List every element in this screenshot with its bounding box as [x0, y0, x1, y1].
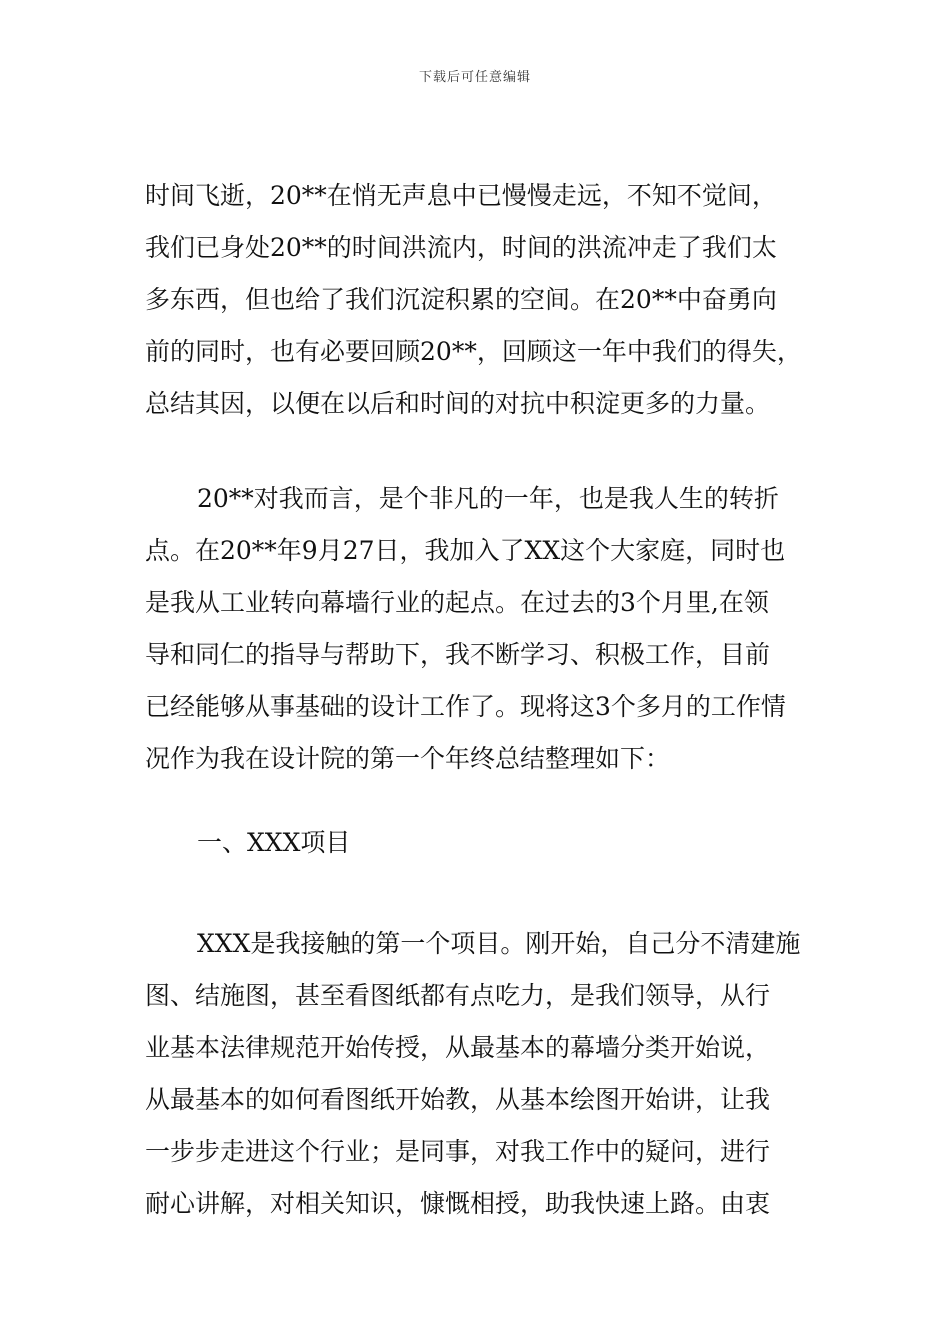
- paragraph-line: 20**对我而言，是个非凡的一年，也是我人生的转折: [197, 484, 779, 513]
- paragraph-line: 耐心讲解，对相关知识，慷慨相授，助我快速上路。由衷: [145, 1189, 771, 1218]
- paragraph-line: 多东西，但也给了我们沉淀积累的空间。在20**中奋勇向: [145, 285, 777, 314]
- section-heading: [145, 817, 813, 869]
- header-note: 下载后可任意编辑: [418, 70, 531, 85]
- paragraph-line: 是我从工业转向幕墙行业的起点。在过去的3个月里,在领: [145, 588, 769, 617]
- paragraph-2: [145, 473, 813, 785]
- paragraph-line: 一步步走进这个行业；是同事，对我工作中的疑问，进行: [145, 1137, 771, 1166]
- section-heading-text: 一、XXX项目: [197, 828, 351, 857]
- paragraph-line: 总结其因，以便在以后和时间的对抗中积淀更多的力量。: [145, 389, 771, 418]
- paragraph-line: XXX是我接触的第一个项目。刚开始，自己分不清建施: [197, 929, 801, 958]
- paragraph-line: 时间飞逝，20**在悄无声息中已慢慢走远，不知不觉间，: [145, 181, 777, 210]
- paragraph-line: 前的同时，也有必要回顾20**，回顾这一年中我们的得失，: [145, 337, 802, 366]
- paragraph-line: 图、结施图，甚至看图纸都有点吃力，是我们领导，从行: [145, 981, 771, 1010]
- paragraph-line: 导和同仁的指导与帮助下，我不断学习、积极工作，目前: [145, 640, 771, 669]
- paragraph-line: 从最基本的如何看图纸开始教，从基本绘图开始讲，让我: [145, 1085, 771, 1114]
- paragraph-line: 况作为我在设计院的第一个年终总结整理如下：: [145, 744, 671, 773]
- paragraph-line: 点。在20**年9月27日，我加入了XX这个大家庭，同时也: [145, 536, 786, 565]
- paragraph-line: 业基本法律规范开始传授，从最基本的幕墙分类开始说，: [145, 1033, 771, 1062]
- paragraph-4: [145, 918, 813, 1230]
- paragraph-1: [145, 170, 813, 430]
- paragraph-line: 已经能够从事基础的设计工作了。现将这3个多月的工作情: [145, 692, 786, 721]
- paragraph-line: 我们已身处20**的时间洪流内，时间的洪流冲走了我们太: [145, 233, 777, 262]
